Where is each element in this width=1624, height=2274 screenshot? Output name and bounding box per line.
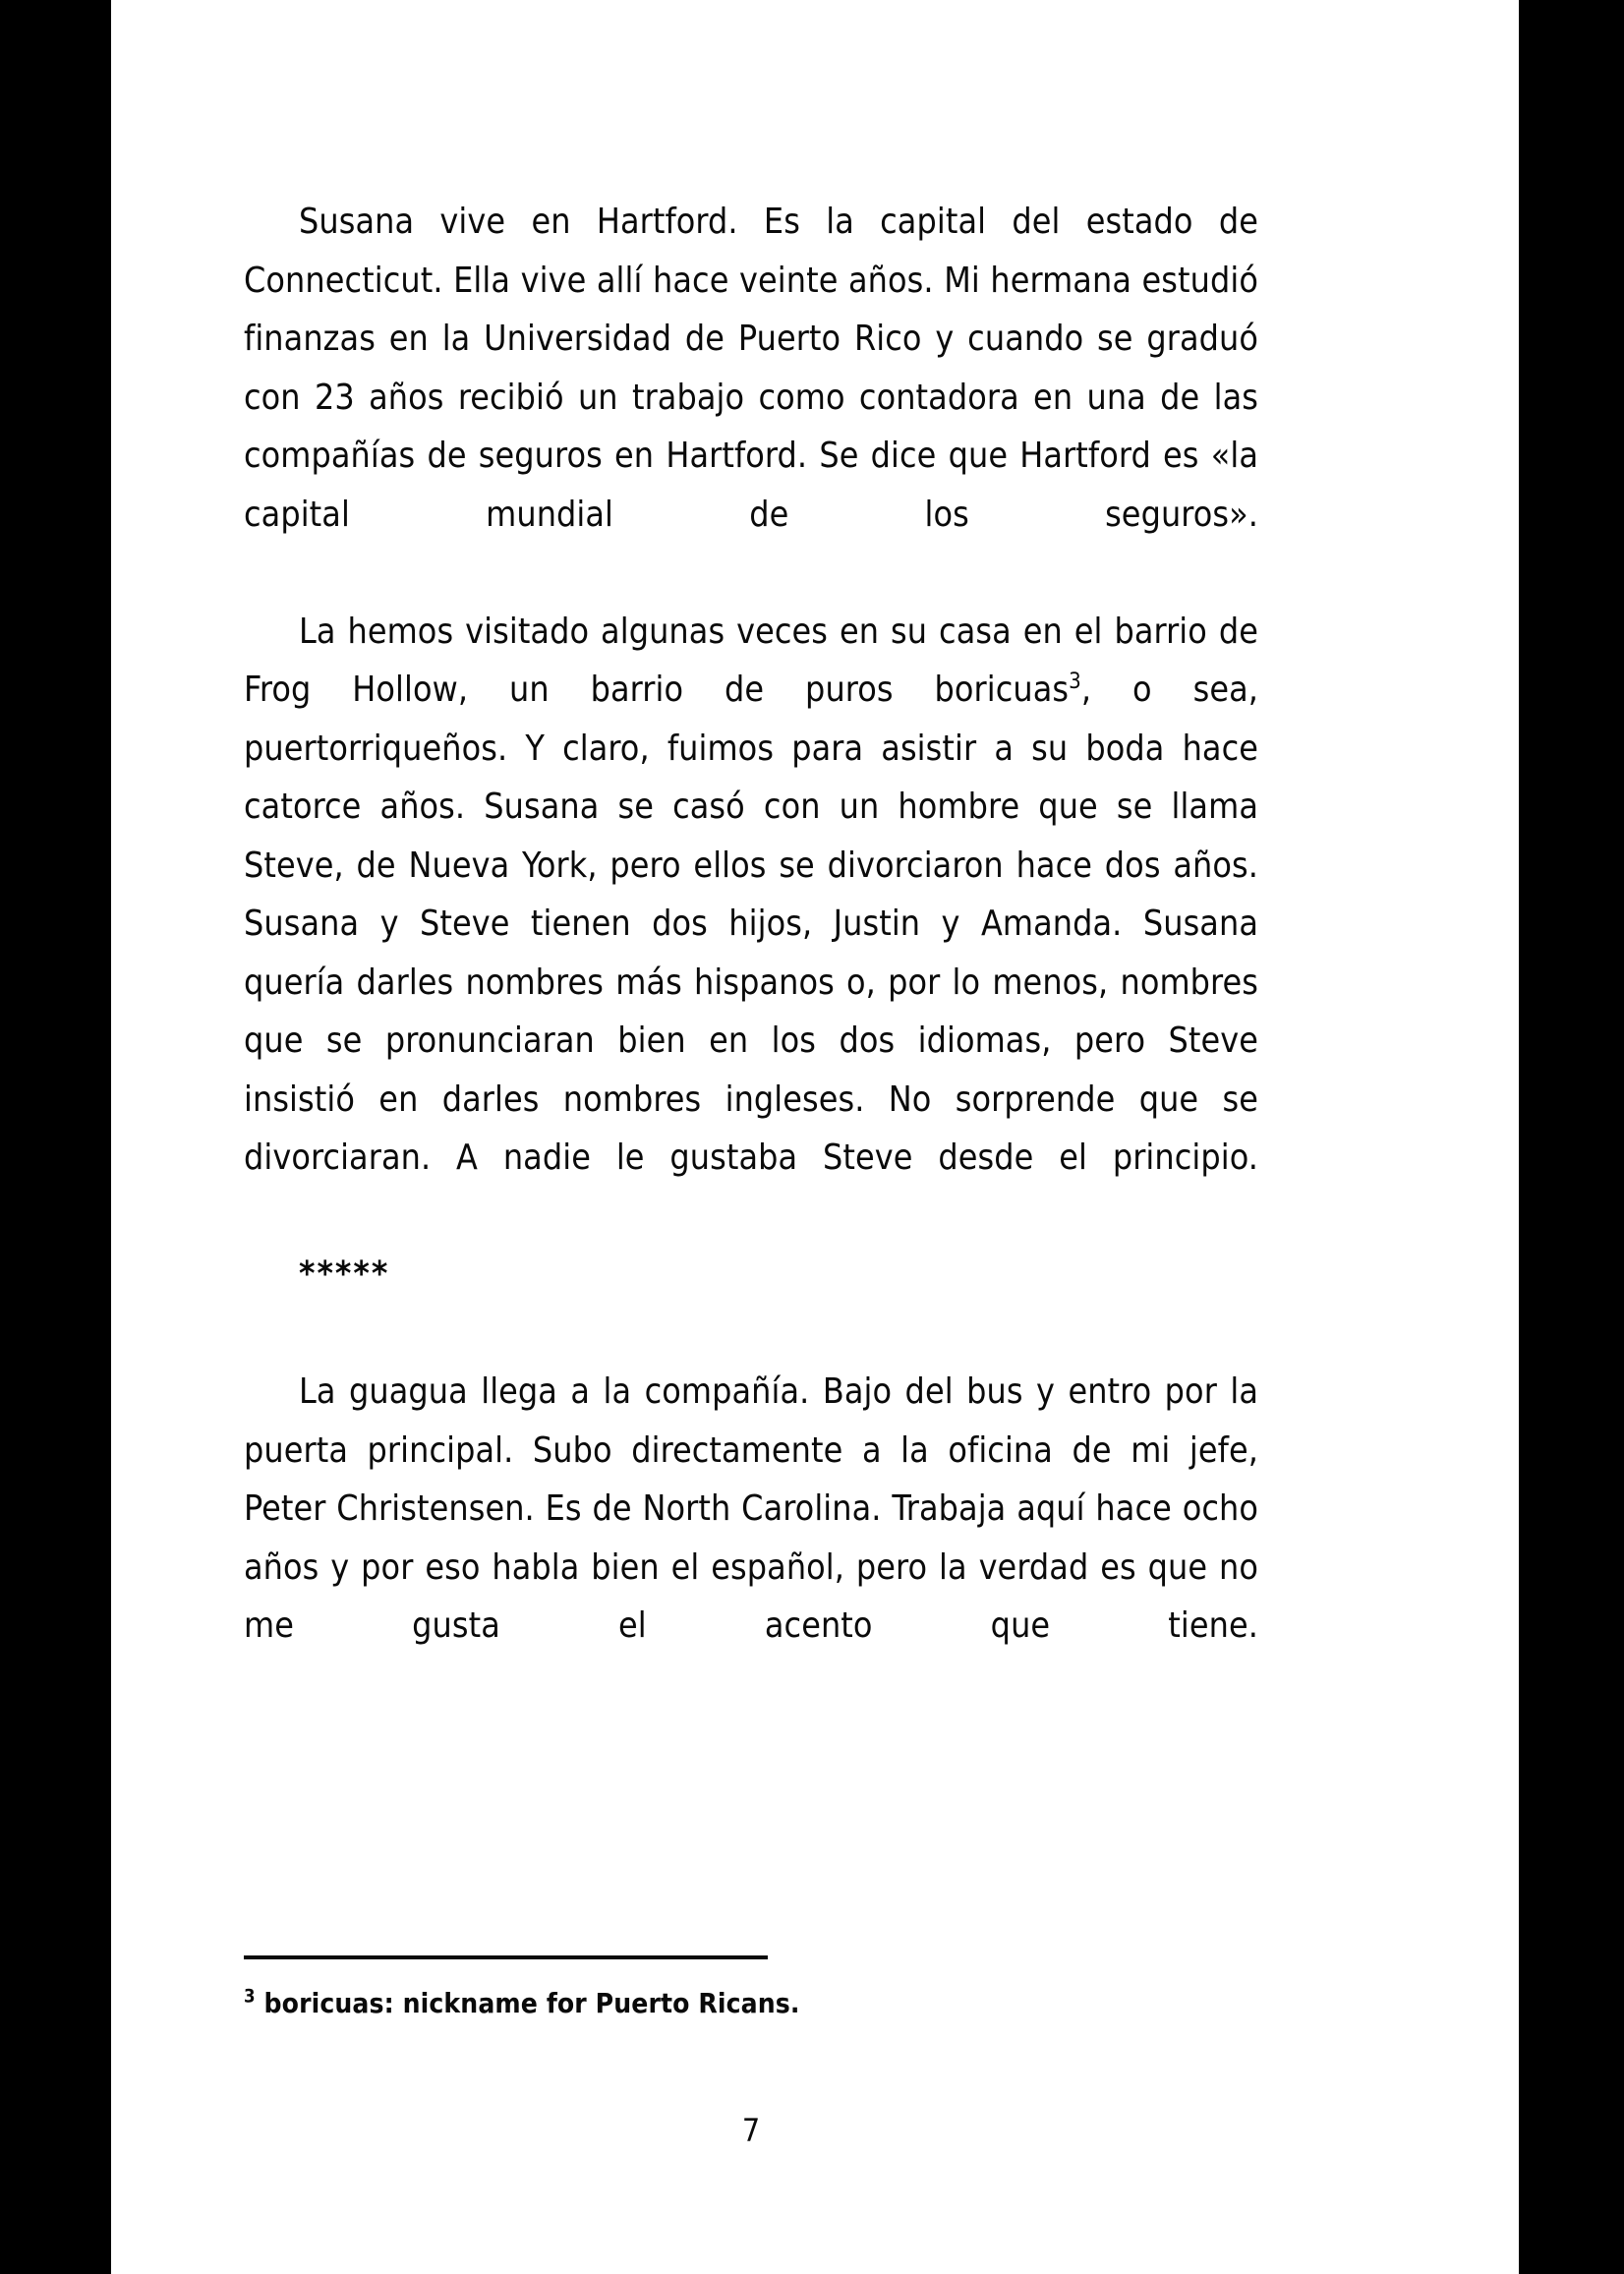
document-page — [111, 0, 1519, 2274]
footnote-number: 3 — [244, 1986, 256, 2008]
body-text-block — [244, 193, 1258, 1714]
footnote-area — [244, 1955, 1258, 2022]
footnote-reference-3[interactable]: 3 — [1069, 670, 1081, 695]
paragraph-1-text: Susana vive en Hartford. Es la capital del estado de Connecticut. Ella vive allí hace veinte años. Mi hermana estudió finanzas en la Universidad de Puerto Rico y cuando se graduó con 23 años recibió un trabajo como contadora en una de las compañías de seguros en Hartford. Se dice que Hartford es «la capital mundial de los seguros». — [244, 202, 1258, 535]
page-content-column — [244, 0, 1258, 2274]
footnote-separator-rule — [244, 1955, 768, 1959]
paragraph-2-text-before-footnote: La hemos visitado algunas veces en su casa en el barrio de Frog Hollow, un barrio de puros boricuas — [244, 611, 1258, 710]
paragraph-3 — [244, 1363, 1258, 1714]
letterbox-bar-left — [0, 0, 111, 2274]
paragraph-3-text: La guagua llega a la compañía. Bajo del bus y entro por la puerta principal. Subo directamente a la oficina de mi jefe, Peter Christensen. Es de North Carolina. Trabaja aquí hace ocho años y por eso habla bien el español, pero la verdad es que no me gusta el acento que tiene. — [244, 1371, 1258, 1646]
paragraph-2 — [244, 603, 1258, 1247]
footnote-entry — [244, 1985, 1258, 2022]
paragraph-2-text-after-footnote: , o sea, puertorriqueños. Y claro, fuimos para asistir a su boda hace catorce años. Susana se casó con un hombre que se llama Steve, de Nueva York, pero ellos se divorciaron hace dos años. Susana y Steve tienen dos hijos, Justin y Amanda. Susana quería darles nombres más hispanos o, por lo menos, nombres que se pronunciaran bien en los dos idiomas, pero Steve insistió en darles nombres ingleses. No sorprende que se divorciaran. A nadie le gustaba Steve desde el principio. — [244, 670, 1258, 1178]
page-number: 7 — [741, 2112, 761, 2149]
footnote-entry-text: boricuas: nickname for Puerto Ricans. — [263, 1987, 800, 2019]
paragraph-1 — [244, 193, 1258, 603]
section-separator: ***** — [299, 1254, 390, 1294]
letterbox-bar-right — [1519, 0, 1624, 2274]
